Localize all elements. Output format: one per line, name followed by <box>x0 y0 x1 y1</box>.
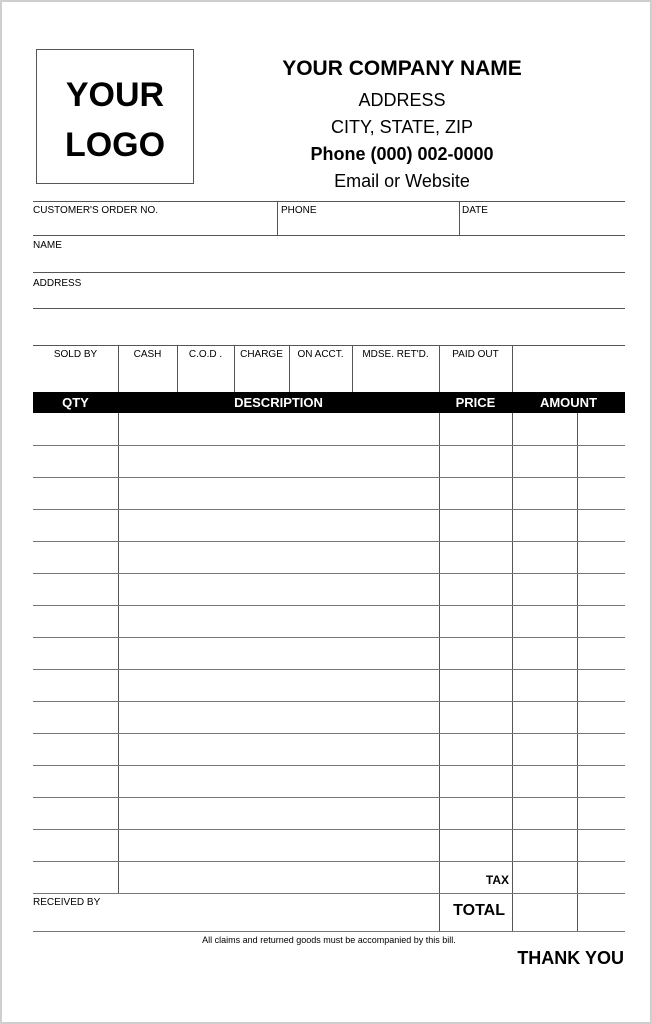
name-field[interactable]: NAME <box>33 240 62 251</box>
logo-line-2: LOGO <box>64 126 166 164</box>
qty-column-divider <box>118 413 119 893</box>
logo-line-1: YOUR <box>65 76 165 114</box>
table-row[interactable] <box>33 765 625 766</box>
logo-placeholder <box>36 49 194 184</box>
table-row[interactable] <box>33 733 625 734</box>
divider <box>512 345 513 392</box>
charge-box[interactable]: CHARGE <box>240 349 283 360</box>
amount-header: AMOUNT <box>539 395 598 410</box>
table-row[interactable] <box>33 669 625 670</box>
table-bottom-line <box>33 931 625 932</box>
table-row[interactable] <box>33 477 625 478</box>
divider <box>33 308 625 309</box>
table-row[interactable] <box>33 605 625 606</box>
phone-field[interactable]: PHONE <box>281 205 317 216</box>
claims-note: All claims and returned goods must be accompanied by this bill. <box>202 935 456 945</box>
paid-out-box[interactable]: PAID OUT <box>452 349 499 360</box>
divider <box>33 201 625 202</box>
company-phone: Phone (000) 002-0000 <box>310 144 494 164</box>
table-row[interactable] <box>33 509 625 510</box>
on-account-box[interactable]: ON ACCT. <box>297 349 344 360</box>
tax-label: TAX <box>485 873 509 887</box>
received-by-field[interactable]: RECEIVED BY <box>33 897 101 908</box>
company-email: Email or Website <box>334 171 470 191</box>
divider <box>33 345 625 346</box>
table-row[interactable] <box>33 829 625 830</box>
amount-cents-divider <box>577 413 578 931</box>
divider <box>459 201 460 235</box>
divider <box>33 272 625 273</box>
description-header: DESCRIPTION <box>234 395 323 410</box>
table-header <box>33 392 625 413</box>
table-row[interactable] <box>33 701 625 702</box>
company-city-state-zip: CITY, STATE, ZIP <box>330 117 474 137</box>
price-header: PRICE <box>455 395 496 410</box>
total-label: TOTAL <box>453 902 505 919</box>
order-no-field[interactable]: CUSTOMER'S ORDER NO. <box>33 205 159 216</box>
qty-header: QTY <box>62 395 89 410</box>
company-address: ADDRESS <box>358 90 446 110</box>
table-row[interactable] <box>33 573 625 574</box>
sold-by-box[interactable]: SOLD BY <box>53 349 98 360</box>
cash-box[interactable]: CASH <box>133 349 162 360</box>
table-row[interactable] <box>33 861 625 862</box>
description-column-divider <box>439 413 440 931</box>
divider <box>33 235 625 236</box>
divider <box>277 201 278 235</box>
company-name: YOUR COMPANY NAME <box>282 57 522 80</box>
table-row[interactable] <box>33 797 625 798</box>
address-field[interactable]: ADDRESS <box>33 278 82 289</box>
date-field[interactable]: DATE <box>462 205 488 216</box>
merchandise-returned-box[interactable]: MDSE. RET'D. <box>362 349 429 360</box>
price-column-divider <box>512 413 513 931</box>
thank-you-text: THANK YOU <box>517 948 624 968</box>
table-row[interactable] <box>33 541 625 542</box>
table-row[interactable] <box>33 445 625 446</box>
table-row[interactable] <box>33 893 625 894</box>
cod-box[interactable]: C.O.D . <box>188 349 223 360</box>
table-row[interactable] <box>33 637 625 638</box>
